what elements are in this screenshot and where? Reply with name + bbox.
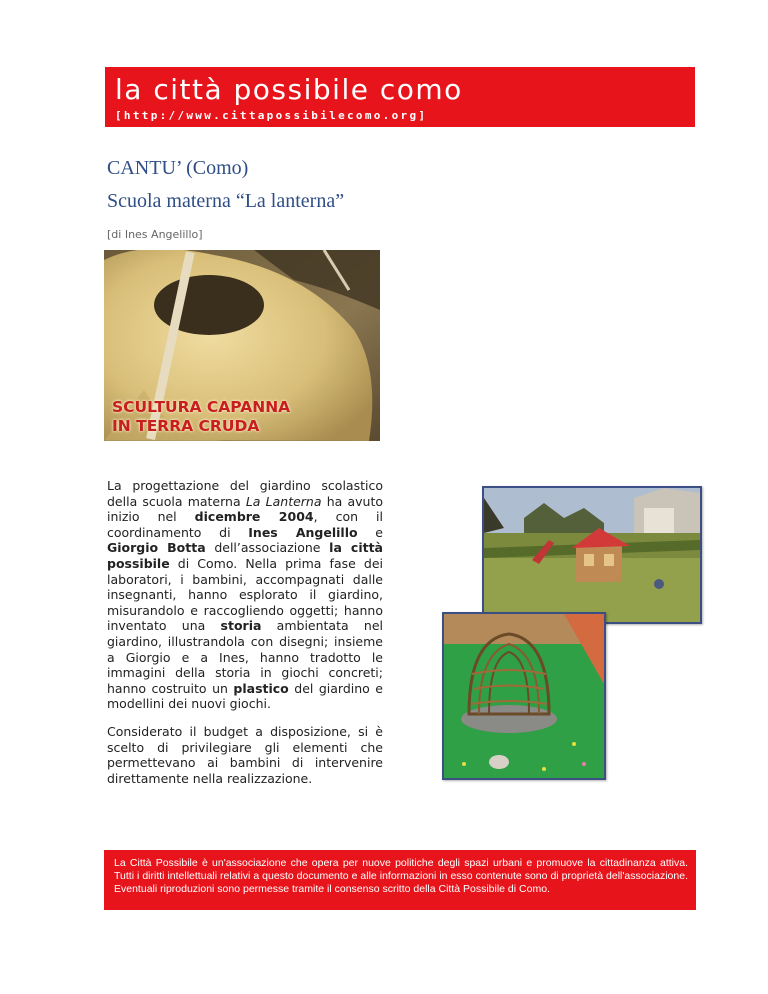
article-paragraph-1 [107, 478, 383, 712]
text-run: ambientata nel giardino, illustrandola con disegni; insieme a Giorgio e a Ines, hanno tradotto le immagini della storia in giochi concreti; hanno costruito un [107, 618, 383, 696]
text-run: , con il coordinamento di [107, 509, 383, 540]
photo-caption-line1: SCULTURA CAPANNA [112, 398, 291, 416]
page-title: CANTU’ (Como) [107, 157, 249, 179]
garden-playhouse-photo [482, 486, 702, 624]
footer-copyright-text: La Città Possibile è un'associazione che opera per nuove politiche degli spazi urbani e promuove la cittadinanza attiva. Tutti i diritti intellettuali relativi a questo documento e alle informazioni in esso contenute sono di proprietà dell'associazione. Eventuali riproduzioni sono permesse tramite il consenso scritto della Città Possibile di Como. [114, 857, 688, 895]
woven-hut-model-photo [442, 612, 606, 780]
earth-hut-sculpture-photo [104, 250, 380, 441]
footer-notice-banner [104, 850, 696, 910]
text-run: di Como. Nella prima fase dei laboratori, i bambini, accompagnati dalle insegnanti, hanno esplorato il giardino, misurandolo e raccogliendo oggetti; hanno inventato una [107, 555, 383, 634]
emphasis-bold: dicembre 2004 [194, 509, 314, 525]
photo-caption-line2: IN TERRA CRUDA [112, 417, 260, 435]
emphasis-bold: plastico [233, 680, 289, 696]
emphasis-bold: la città possibile [107, 540, 383, 571]
text-run: dell’associazione [205, 540, 330, 556]
page-subtitle: Scuola materna “La lanterna” [107, 190, 345, 212]
site-brand-title: la città possibile como [115, 73, 463, 106]
author-byline: [di Ines Angelillo] [107, 228, 203, 241]
article-paragraph-2: Considerato il budget a disposizione, si è scelto di privilegiare gli elementi che permettevano ai bambini di intervenire direttamente nella realizzazione. [107, 724, 383, 786]
site-header-banner [105, 67, 695, 127]
emphasis-bold: Giorgio Botta [107, 540, 206, 556]
emphasis-bold: Ines Angelillo [248, 524, 358, 540]
emphasis-bold: storia [220, 618, 262, 634]
text-run: del giardino e modellini dei nuovi giochi. [107, 680, 383, 712]
site-url[interactable]: [http://www.cittapossibilecomo.org] [115, 109, 428, 122]
text-run: ha avuto inizio nel [107, 493, 384, 525]
text-run: e [357, 524, 383, 540]
photo-caption [112, 398, 290, 436]
emphasis-italic: La Lanterna [245, 493, 322, 509]
text-run: La progettazione del giardino scolastico della scuola materna [107, 478, 383, 509]
